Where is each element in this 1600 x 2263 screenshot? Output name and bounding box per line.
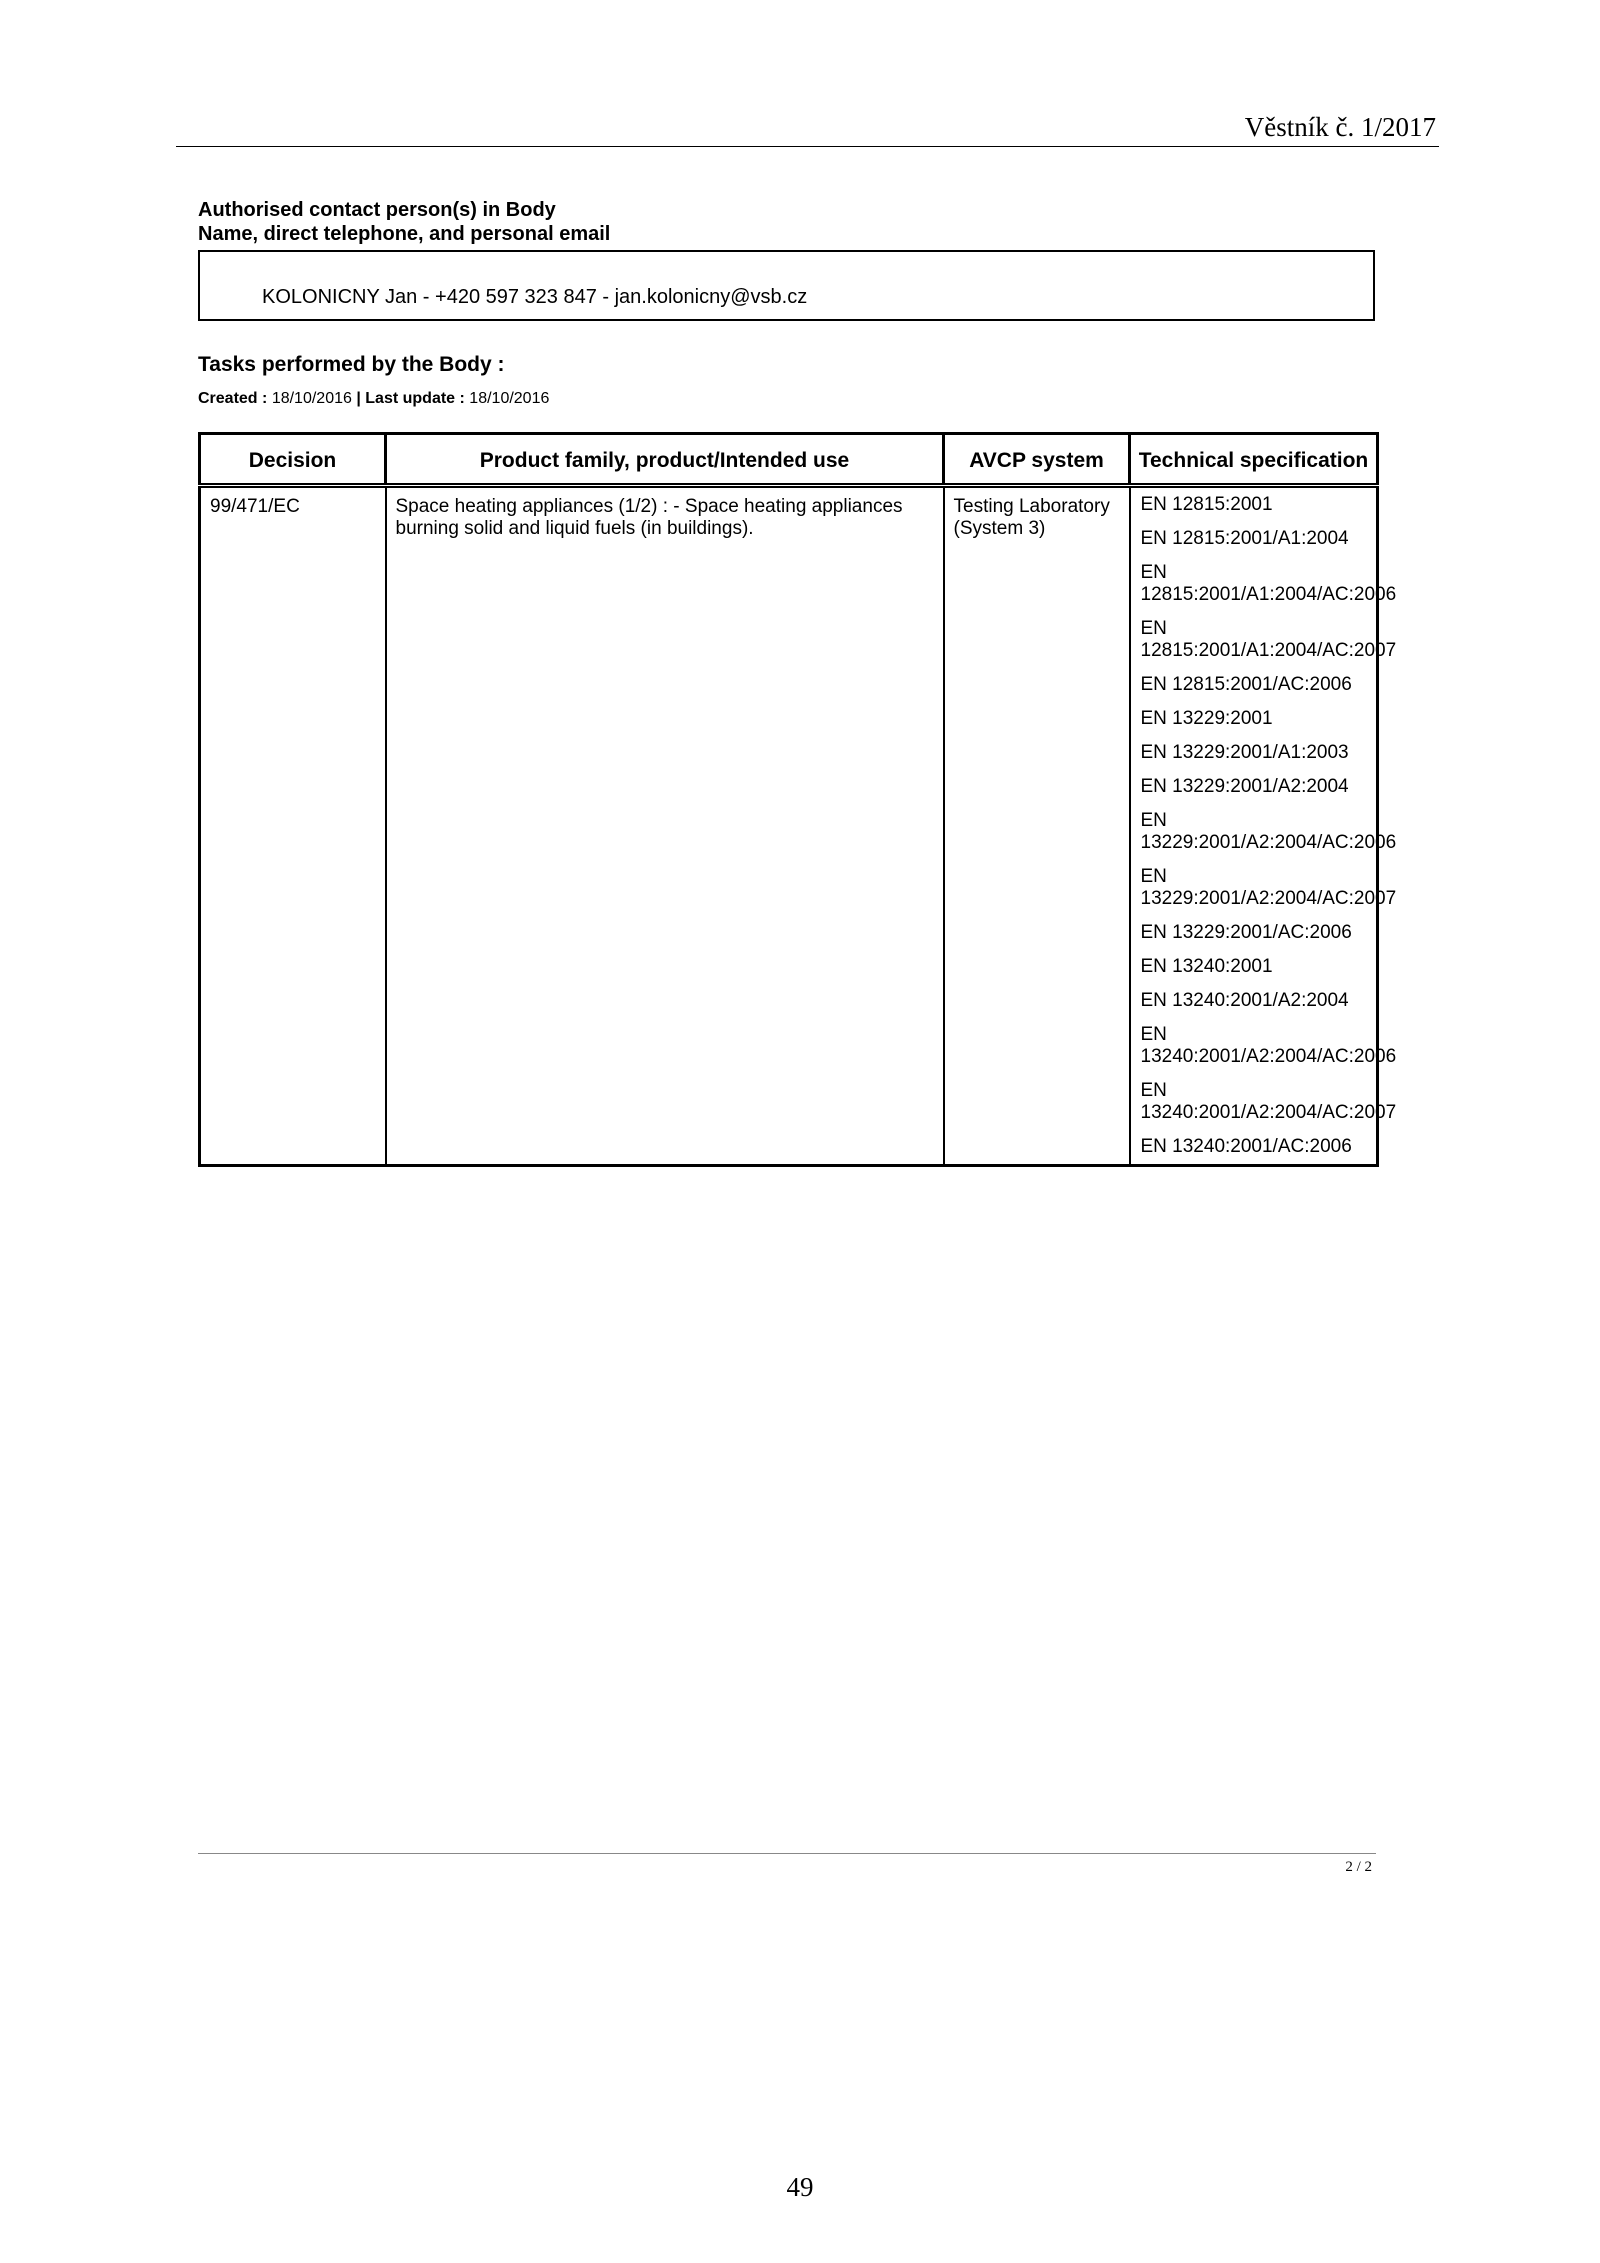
updated-label: Last update : — [365, 390, 465, 407]
product-cell: Space heating appliances (1/2) : - Space heating appliances burning solid and liquid fuels (in buildings). — [386, 486, 944, 1166]
spec-item: EN 12815:2001/A1:2004/AC:2007 — [1140, 618, 1397, 661]
created-line — [198, 390, 549, 408]
header-divider — [176, 146, 1439, 147]
footer-page-count: 2 / 2 — [1345, 1859, 1372, 1875]
updated-value: 18/10/2016 — [469, 390, 550, 407]
avcp-line2: (System 3) — [953, 518, 1046, 539]
contact-heading-line1: Authorised contact person(s) in Body — [198, 199, 556, 221]
table-row — [200, 486, 1378, 1166]
spec-item: EN 13229:2001/A2:2004 — [1140, 776, 1349, 797]
spec-item: EN 13240:2001/AC:2006 — [1140, 1136, 1352, 1157]
created-label: Created : — [198, 390, 268, 407]
spec-item: EN 13229:2001/A2:2004/AC:2006 — [1140, 810, 1397, 853]
date-separator: | — [356, 390, 361, 407]
header-product: Product family, product/Intended use — [386, 434, 944, 486]
avcp-line1: Testing Laboratory — [953, 496, 1110, 517]
header-decision: Decision — [200, 434, 386, 486]
header-avcp: AVCP system — [944, 434, 1130, 486]
spec-item: EN 13240:2001/A2:2004 — [1140, 990, 1349, 1011]
spec-item: EN 13229:2001/A1:2003 — [1140, 742, 1349, 763]
spec-item: EN 12815:2001/AC:2006 — [1140, 674, 1352, 695]
page-number: 49 — [786, 2172, 814, 2202]
tasks-heading: Tasks performed by the Body : — [198, 353, 505, 376]
spec-item: EN 13229:2001/A2:2004/AC:2007 — [1140, 866, 1397, 909]
footer-divider — [198, 1853, 1376, 1854]
contact-heading-line2: Name, direct telephone, and personal email — [198, 223, 611, 245]
table-header-row — [200, 434, 1378, 486]
header-spec: Technical specification — [1130, 434, 1378, 486]
spec-item: EN 13240:2001/A2:2004/AC:2007 — [1140, 1080, 1397, 1123]
contact-heading — [198, 198, 610, 246]
spec-item: EN 12815:2001 — [1140, 494, 1273, 515]
bulletin-title: Věstník č. 1/2017 — [1244, 112, 1436, 142]
contact-value: KOLONICNY Jan - +420 597 323 847 - jan.kolonicny@vsb.cz — [262, 286, 808, 308]
avcp-cell — [944, 486, 1130, 1166]
spec-item: EN 13229:2001/AC:2006 — [1140, 922, 1352, 943]
spec-cell — [1130, 486, 1397, 1166]
spec-list — [1131, 488, 1397, 1164]
created-value: 18/10/2016 — [271, 390, 352, 407]
contact-box — [198, 250, 1375, 321]
decision-cell: 99/471/EC — [200, 486, 386, 1166]
spec-item: EN 13229:2001 — [1140, 708, 1273, 729]
spec-item: EN 12815:2001/A1:2004 — [1140, 528, 1349, 549]
spec-item: EN 12815:2001/A1:2004/AC:2006 — [1140, 562, 1397, 605]
tasks-table — [198, 432, 1397, 1167]
spec-item: EN 13240:2001 — [1140, 956, 1273, 977]
spec-item: EN 13240:2001/A2:2004/AC:2006 — [1140, 1024, 1397, 1067]
